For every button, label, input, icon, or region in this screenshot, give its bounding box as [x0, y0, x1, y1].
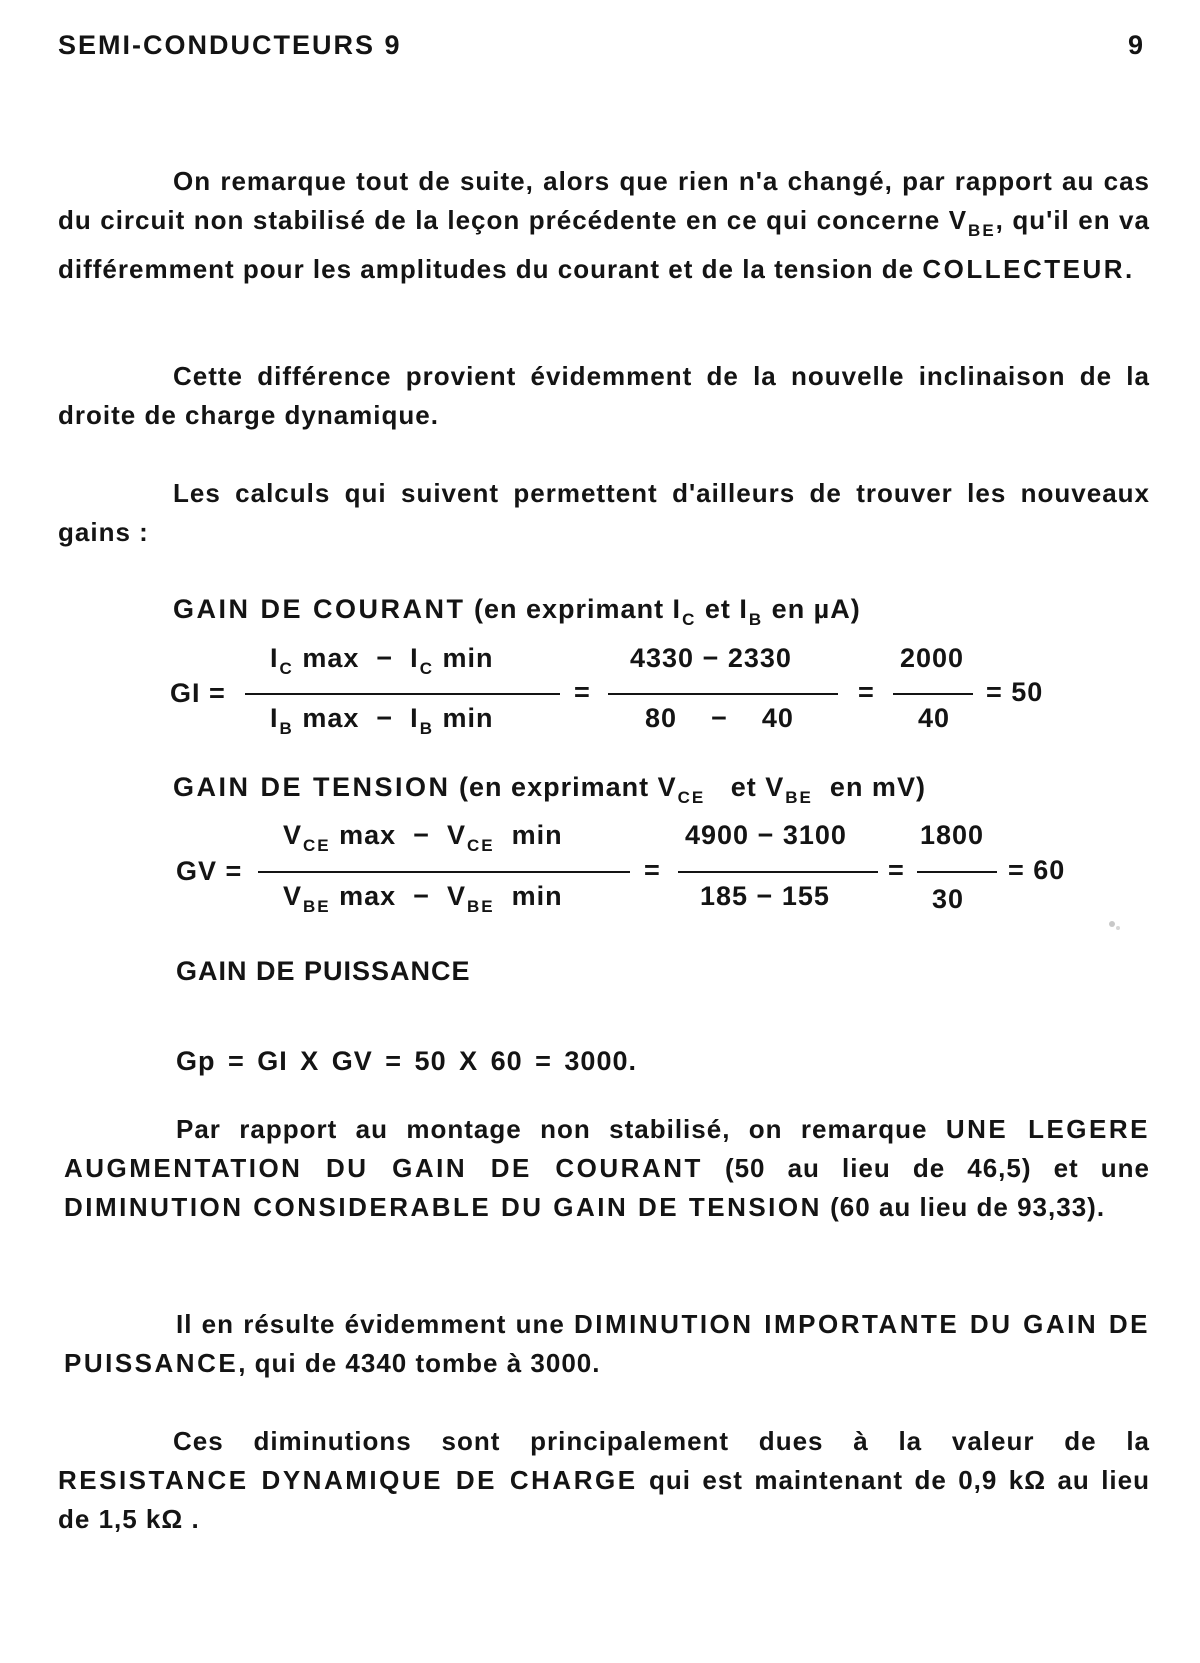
equals-sign: = [644, 855, 661, 885]
fraction-bar [917, 871, 997, 873]
word-min: min [442, 643, 494, 673]
numerator-result: 2000 [900, 643, 965, 673]
paragraph-text: Ces diminutions sont principalement dues à la valeur de la [173, 1426, 1150, 1456]
word-max: max [302, 703, 360, 733]
word-max: max [302, 643, 360, 673]
paragraph-intro [58, 162, 1150, 289]
word-min: min [442, 703, 494, 733]
numerator-result: 1800 [920, 820, 985, 850]
numerator-values: 4900 − 3100 [685, 820, 847, 850]
minus-sign: − [413, 820, 430, 850]
equals-sign: = [858, 677, 875, 707]
paragraph-text: Il en résulte évidemment une [176, 1309, 575, 1339]
paragraph-text: Par rapport au montage non stabilisé, on remarque [176, 1114, 946, 1144]
unit-note: en µA) [771, 594, 861, 624]
formula-gain-puissance: Gp = GI X GV = 50 X 60 = 3000. [176, 1046, 637, 1076]
minus-sign: − [413, 881, 430, 911]
denominator-result: 40 [918, 703, 951, 733]
paragraph-text: On remarque tout de suite, alors que rien n'a changé, par rapport au cas du circuit non stabilisé de la leçon précédente en ce qui concerne V [58, 166, 1150, 235]
paragraph-text: , qui de 4340 tombe à 3000. [238, 1348, 601, 1378]
paragraph-text: (50 au lieu de 46,5) et une [702, 1153, 1150, 1183]
denominator-ib-expression [270, 703, 494, 739]
symbol-v: V [283, 881, 303, 911]
result-gv: = 60 [1008, 855, 1066, 885]
equals-sign: = [888, 855, 905, 885]
denominator-values [645, 703, 794, 734]
symbol-v: V [447, 820, 467, 850]
fraction-bar [608, 693, 838, 695]
subscript-be: BE [968, 221, 996, 240]
gain-puissance-heading: GAIN DE PUISSANCE [176, 956, 471, 986]
word-min: min [511, 820, 563, 850]
paragraph-text: Les calculs qui suivent permettent d'ailleurs de trouver les nouveaux gains : [58, 478, 1150, 547]
subscript-be: BE [303, 897, 331, 916]
gain-tension-heading [173, 772, 926, 808]
subscript-be: BE [785, 788, 813, 807]
paragraph-text: (60 au lieu de 93,33). [821, 1192, 1106, 1222]
symbol-i: I [410, 703, 419, 733]
numerator-vce-expression [283, 820, 563, 856]
lhs-gv: GV = [176, 856, 243, 886]
subscript-c: C [419, 659, 434, 678]
subscript-ce: CE [677, 788, 706, 807]
heading-text: GAIN DE TENSION [173, 772, 451, 802]
subscript-ce: CE [303, 836, 331, 855]
lhs-gi: GI = [170, 678, 226, 708]
emphasis-caps: DIMINUTION IMPORTANTE DU GAIN DE PUISSANCE [64, 1309, 1150, 1378]
page-number: 9 [1128, 30, 1144, 60]
minus-sign: − [711, 703, 728, 733]
paragraph-text: . [1125, 254, 1134, 284]
numerator-ic-expression [270, 643, 494, 679]
fraction-bar [258, 871, 630, 873]
equals-sign: = [574, 677, 591, 707]
emphasis-caps: DIMINUTION CONSIDERABLE DU GAIN DE TENSION [64, 1192, 822, 1222]
paragraph-difference [58, 357, 1150, 435]
subscript-b: B [748, 610, 764, 629]
fraction-bar [678, 871, 878, 873]
denominator-result: 30 [932, 884, 965, 914]
numerator-values: 4330 − 2330 [630, 643, 792, 673]
unit-note: et V [730, 772, 785, 802]
subscript-b: B [279, 719, 294, 738]
word-max: max [339, 881, 397, 911]
minus-sign: − [376, 643, 394, 673]
word-min: min [511, 881, 563, 911]
symbol-v: V [283, 820, 303, 850]
emphasis-caps: COLLECTEUR [922, 254, 1126, 284]
running-header: SEMI-CONDUCTEURS 9 [58, 30, 402, 60]
emphasis-caps: UNE LEGERE AUGMENTATION DU GAIN DE COURANT [64, 1114, 1150, 1183]
symbol-i: I [270, 643, 279, 673]
result-gi: = 50 [986, 677, 1044, 707]
value: 80 [645, 703, 678, 733]
scan-speck-mark [1100, 910, 1130, 940]
symbol-i: I [270, 703, 279, 733]
emphasis-caps: RESISTANCE DYNAMIQUE DE CHARGE [58, 1465, 638, 1495]
subscript-c: C [279, 659, 294, 678]
word-max: max [339, 820, 397, 850]
paragraph-text: Cette différence provient évidemment de la nouvelle inclinaison de la droite de charge dynamique. [58, 361, 1150, 430]
value: 40 [761, 703, 794, 733]
paragraph-comparaison [64, 1110, 1150, 1227]
paragraph-diminutions [58, 1422, 1150, 1539]
unit-note: (en exprimant V [459, 772, 677, 802]
paragraph-text: qui est maintenant de 0,9 kΩ au lieu de 1,5 kΩ . [58, 1465, 1150, 1534]
symbol-i: I [410, 643, 419, 673]
unit-note: en mV) [829, 772, 926, 802]
denominator-values: 185 − 155 [700, 881, 830, 911]
subscript-c: C [682, 610, 697, 629]
minus-sign: − [376, 703, 394, 733]
paragraph-text: , qu'il en va différemment pour les amplitudes du courant et de la tension de [58, 205, 1150, 284]
denominator-vbe-expression [283, 881, 563, 917]
unit-note: (en exprimant I [474, 594, 682, 624]
subscript-ce: CE [467, 836, 495, 855]
fraction-bar [245, 693, 560, 695]
unit-note: et I [704, 594, 748, 624]
gain-courant-heading [173, 594, 861, 630]
paragraph-resultat [64, 1305, 1150, 1383]
subscript-be: BE [467, 897, 495, 916]
heading-text: GAIN DE COURANT [173, 594, 466, 624]
symbol-v: V [447, 881, 467, 911]
paragraph-calculs [58, 474, 1150, 552]
subscript-b: B [419, 719, 434, 738]
fraction-bar [893, 693, 973, 695]
